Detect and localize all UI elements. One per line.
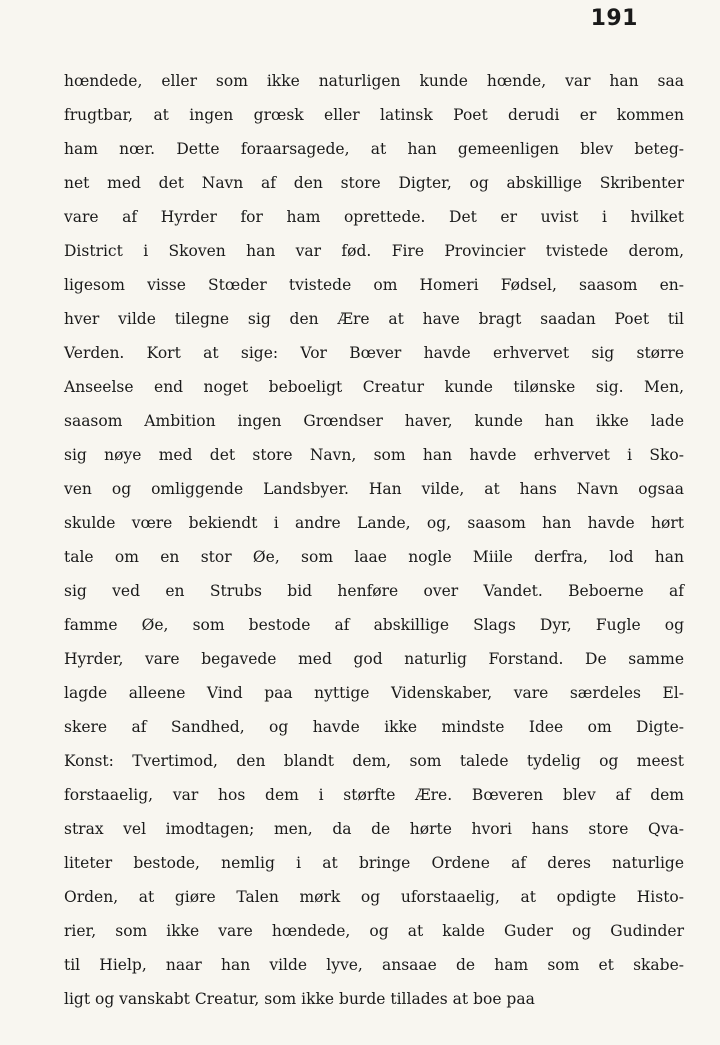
text-line: Hyrder, vare begavede med god naturlig Forstand. De samme [64, 650, 684, 668]
body-text [64, 64, 684, 1016]
text-line: liteter bestode, nemlig i at bringe Ordene af deres naturlige [64, 854, 684, 872]
text-line: lagde alleene Vind paa nyttige Videnskaber, vare særdeles El- [64, 684, 684, 702]
page-number: 191 [590, 6, 638, 31]
text-line: vare af Hyrder for ham oprettede. Det er uvist i hvilket [64, 208, 684, 226]
text-line: strax vel imodtagen; men, da de hørte hvori hans store Qva- [64, 820, 684, 838]
text-line: til Hielp, naar han vilde lyve, ansaae de ham som et skabe- [64, 956, 684, 974]
text-line: ligesom visse Stœder tvistede om Homeri Fødsel, saasom en- [64, 276, 684, 294]
text-line: Konst: Tvertimod, den blandt dem, som talede tydelig og meest [64, 752, 684, 770]
text-line: tale om en stor Øe, som laae nogle Miile derfra, lod han [64, 548, 684, 566]
text-line: skere af Sandhed, og havde ikke mindste Idee om Digte- [64, 718, 684, 736]
text-line: hœndede, eller som ikke naturligen kunde hœnde, var han saa [64, 72, 684, 90]
text-line: net med det Navn af den store Digter, og abskillige Skribenter [64, 174, 684, 192]
text-line: hver vilde tilegne sig den Ære at have bragt saadan Poet til [64, 310, 684, 328]
text-line: ham nœr. Dette foraarsagede, at han gemeenligen blev beteg- [64, 140, 684, 158]
text-line: skulde vœre bekiendt i andre Lande, og, saasom han havde hørt [64, 514, 684, 532]
text-line: District i Skoven han var fød. Fire Provincier tvistede derom, [64, 242, 684, 260]
text-line: saasom Ambition ingen Grœndser haver, kunde han ikke lade [64, 412, 684, 430]
text-line: ligt og vanskabt Creatur, som ikke burde tillades at boe paa [64, 990, 535, 1008]
text-line: famme Øe, som bestode af abskillige Slags Dyr, Fugle og [64, 616, 684, 634]
text-line: ven og omliggende Landsbyer. Han vilde, at hans Navn ogsaa [64, 480, 684, 498]
text-line: Orden, at giøre Talen mørk og uforstaaelig, at opdigte Histo- [64, 888, 684, 906]
text-line: sig ved en Strubs bid henføre over Vandet. Beboerne af [64, 582, 684, 600]
text-line: Anseelse end noget beboeligt Creatur kunde tilønske sig. Men, [64, 378, 684, 396]
text-line: rier, som ikke vare hœndede, og at kalde Guder og Gudinder [64, 922, 684, 940]
text-line: forstaaelig, var hos dem i størfte Ære. Bœveren blev af dem [64, 786, 684, 804]
text-line: frugtbar, at ingen grœsk eller latinsk Poet derudi er kommen [64, 106, 684, 124]
text-line: Verden. Kort at sige: Vor Bœver havde erhvervet sig større [64, 344, 684, 362]
text-line: sig nøye med det store Navn, som han havde erhvervet i Sko- [64, 446, 684, 464]
